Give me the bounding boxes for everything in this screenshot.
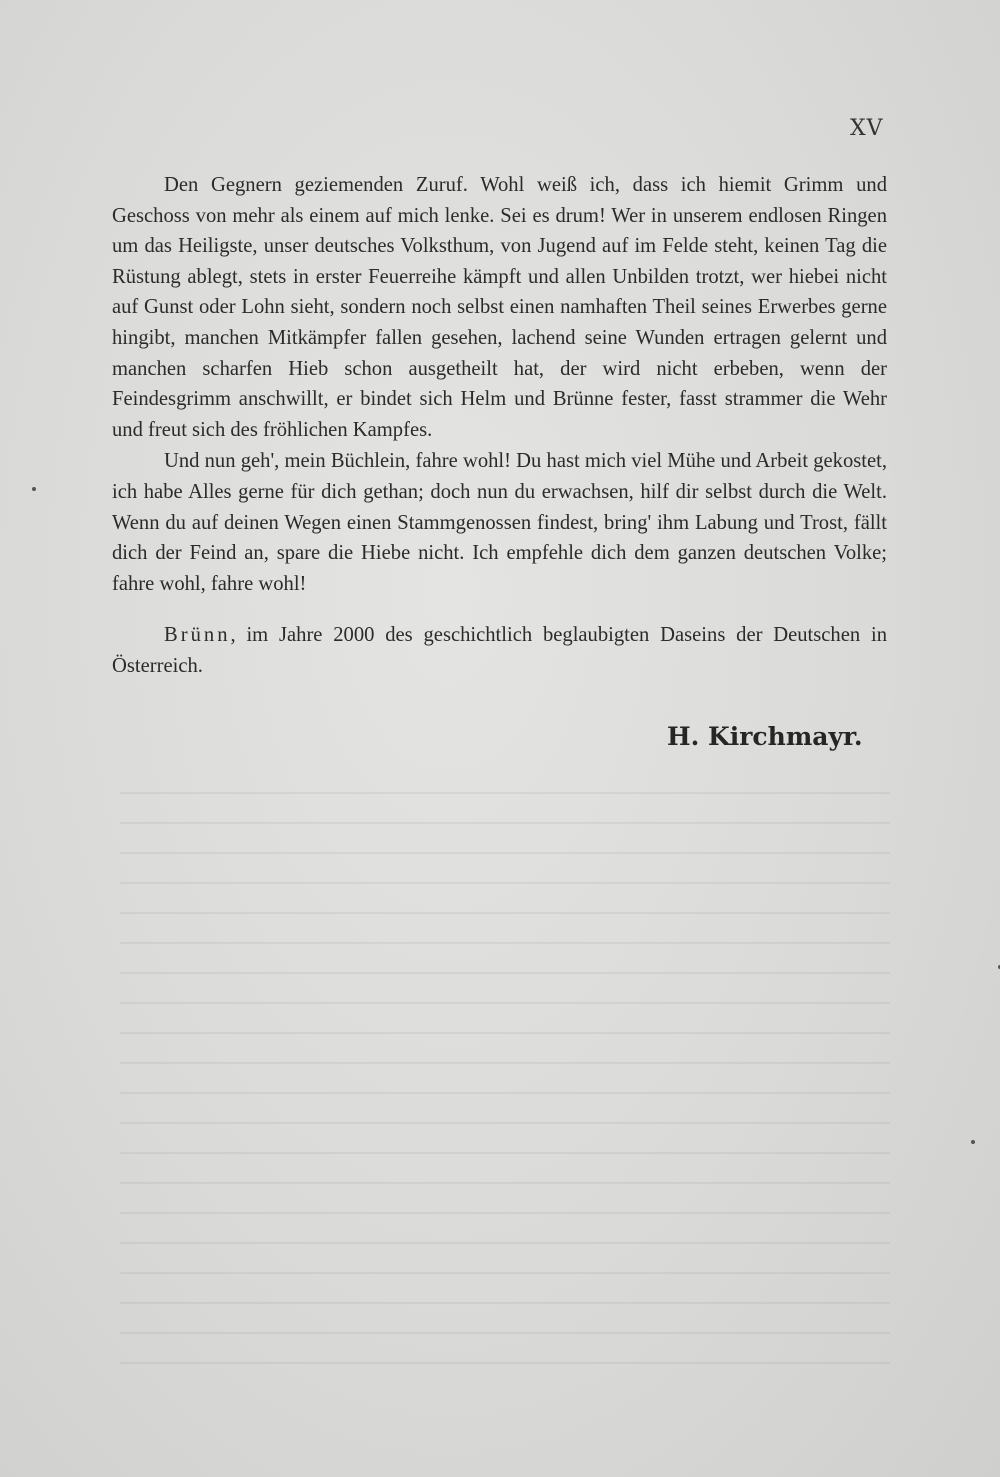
author-signature: H. Kirchmayr. [667,722,863,751]
show-through-text [120,770,890,1370]
paper-speck [32,487,36,491]
paper-speck [971,1140,975,1144]
paragraph-2: Und nun geh', mein Büchlein, fahre wohl! Du hast mich viel Mühe und Arbeit gekostet, ich habe Alles gerne für dich gethan; doch nun du erwachsen, hilf dir selbst durch die Welt. Wenn du auf deinen Wegen einen Stammgenossen findest, bring' ihm Labung und Trost, fällt dich der Feind an, spare die Hiebe nicht. Ich empfehle dich dem ganzen deutschen Volke; fahre wohl, fahre wohl! [112,450,887,595]
body-text [112,170,887,599]
page-number: XV [850,116,884,141]
place-date-line [112,620,887,681]
place-name: Brünn [164,624,231,646]
paragraph-1: Den Gegnern geziemenden Zuruf. Wohl weiß ich, dass ich hiemit Grimm und Geschoss von mehr als einem auf mich lenke. Sei es drum! Wer in unserem endlosen Ringen um das Heiligste, unser deutsches Volksthum, von Jugend auf im Felde steht, keinen Tag die Rüstung ablegt, stets in erster Feuerreihe kämpft und allen Unbilden trotzt, wer hiebei nicht auf Gunst oder Lohn sieht, sondern noch selbst einen namhaften Theil seines Erwerbes gerne hingibt, manchen Mitkämpfer fallen gesehen, lachend seine Wunden ertragen gelernt und manchen scharfen Hieb schon ausgetheilt hat, der wird nicht erbeben, wenn der Feindesgrimm anschwillt, er bindet sich Helm und Brünne fester, fasst strammer die Wehr und freut sich des fröhlichen Kampfes. [112,174,887,441]
place-date-rest: , im Jahre 2000 des geschichtlich beglaubigten Daseins der Deutschen in Österreich. [112,624,887,677]
